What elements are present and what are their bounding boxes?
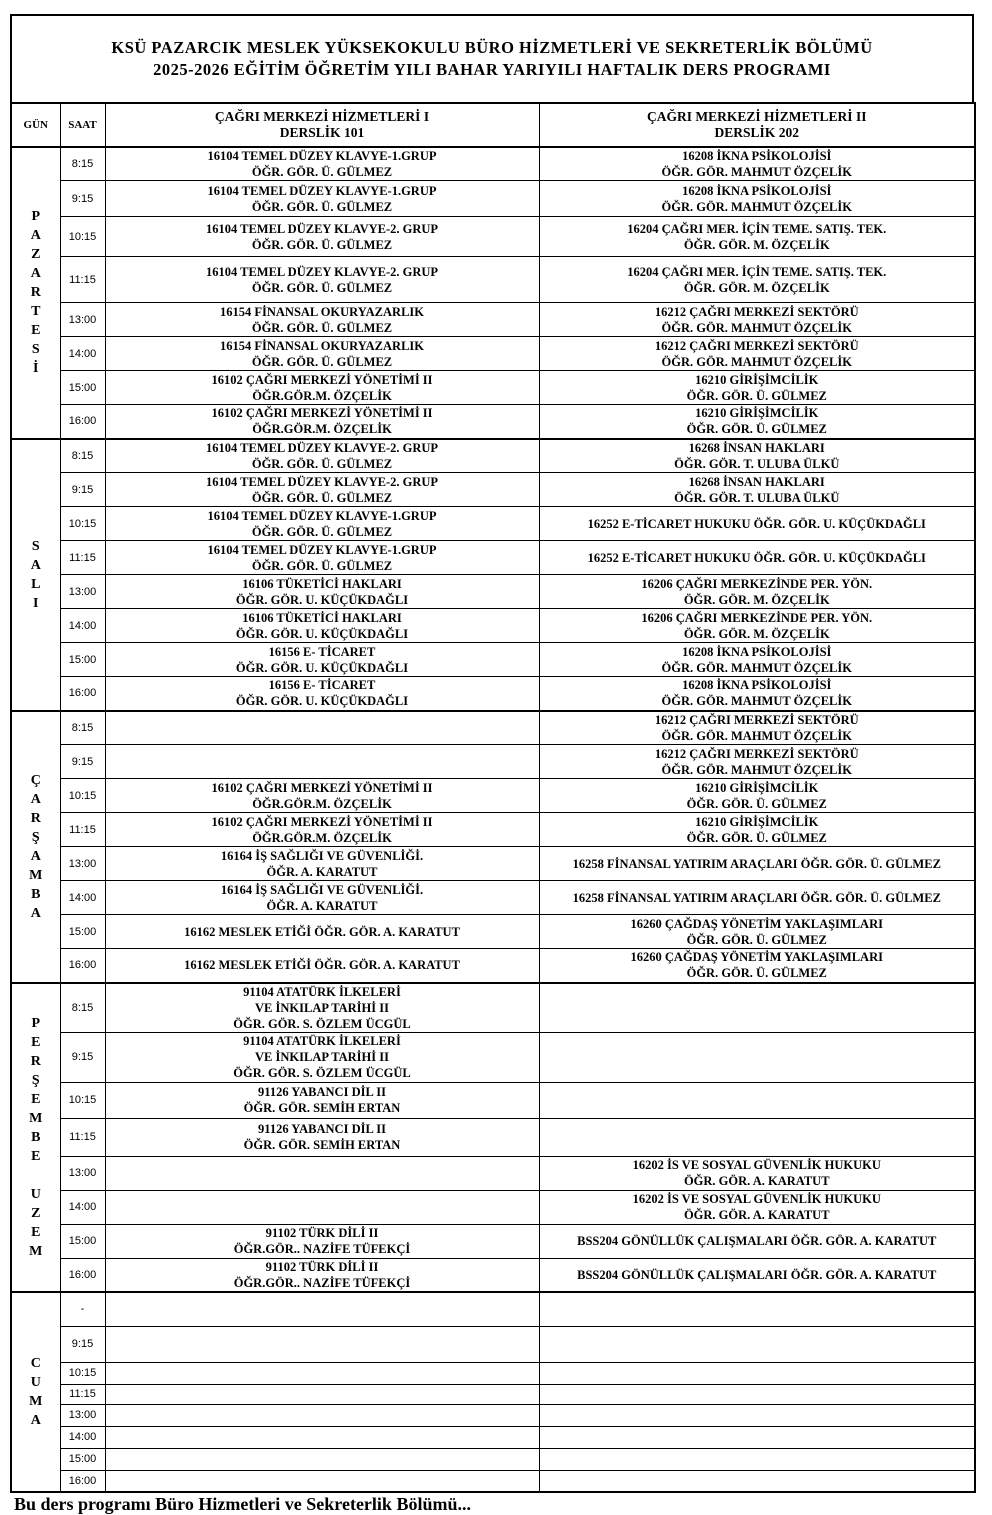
schedule-sheet: [10, 14, 974, 1493]
time-cell: 15:00: [60, 643, 105, 677]
course-cell-class-1: [105, 1326, 539, 1362]
schedule-row: [11, 1156, 975, 1190]
day-letter: I: [33, 595, 39, 611]
title-line-2: 2025-2026 EĞİTİM ÖĞRETİM YILI BAHAR YARIYILI HAFTALIK DERS PROGRAMI: [153, 60, 831, 79]
course-cell-class-1: 16104 TEMEL DÜZEY KLAVYE-2. GRUP ÖĞR. GÖR. Ü. GÜLMEZ: [105, 257, 539, 303]
course-cell-class-1: [105, 1190, 539, 1224]
course-cell-class-1: 91102 TÜRK DİLİ II ÖĞR.GÖR.. NAZİFE TÜFEKÇİ: [105, 1258, 539, 1292]
course-cell-class-1: 16162 MESLEK ETİĞİ ÖĞR. GÖR. A. KARATUT: [105, 949, 539, 983]
time-cell: 13:00: [60, 303, 105, 337]
course-cell-class-1: 16104 TEMEL DÜZEY KLAVYE-1.GRUP ÖĞR. GÖR. Ü. GÜLMEZ: [105, 181, 539, 217]
day-letter: S: [31, 342, 40, 358]
day-letter: Ş: [31, 829, 40, 845]
course-cell-class-2: 16202 İS VE SOSYAL GÜVENLİK HUKUKU ÖĞR. GÖR. A. KARATUT: [539, 1190, 975, 1224]
time-cell: 14:00: [60, 609, 105, 643]
schedule-row: [11, 881, 975, 915]
day-letter: [12, 1166, 60, 1185]
schedule-row: [11, 1082, 975, 1118]
day-letter: A: [30, 266, 41, 282]
time-cell: 16:00: [60, 1258, 105, 1292]
schedule-body: [11, 147, 975, 1492]
course-cell-class-2: [539, 1470, 975, 1492]
day-letter: M: [29, 867, 43, 883]
course-cell-class-2: 16252 E-TİCARET HUKUKU ÖĞR. GÖR. U. KÜÇÜKDAĞLI: [539, 507, 975, 541]
time-cell: 11:15: [60, 1384, 105, 1404]
course-cell-class-1: 16104 TEMEL DÜZEY KLAVYE-2. GRUP ÖĞR. GÖR. Ü. GÜLMEZ: [105, 473, 539, 507]
day-letter: İ: [33, 361, 39, 377]
course-cell-class-2: 16210 GİRİŞİMCİLİK ÖĞR. GÖR. Ü. GÜLMEZ: [539, 813, 975, 847]
schedule-row: [11, 1426, 975, 1448]
time-cell: -: [60, 1292, 105, 1326]
day-letter: C: [30, 1356, 41, 1371]
header-class-1: [105, 103, 539, 147]
course-cell-class-1: [105, 1470, 539, 1492]
schedule-row: [11, 337, 975, 371]
course-cell-class-2: [539, 1032, 975, 1082]
course-cell-class-2: 16212 ÇAĞRI MERKEZİ SEKTÖRÜ ÖĞR. GÖR. MAHMUT ÖZÇELİK: [539, 711, 975, 745]
day-label-sali: [11, 439, 60, 711]
schedule-row: [11, 1032, 975, 1082]
course-cell-class-1: 91126 YABANCI DİL II ÖĞR. GÖR. SEMİH ERTAN: [105, 1118, 539, 1156]
time-cell: 13:00: [60, 575, 105, 609]
course-cell-class-2: 16258 FİNANSAL YATIRIM ARAÇLARI ÖĞR. GÖR. Ü. GÜLMEZ: [539, 881, 975, 915]
course-cell-class-2: 16210 GİRİŞİMCİLİK ÖĞR. GÖR. Ü. GÜLMEZ: [539, 371, 975, 405]
day-letter: E: [31, 323, 41, 339]
course-cell-class-1: 16102 ÇAĞRI MERKEZİ YÖNETİMİ II ÖĞR.GÖR.M. ÖZÇELİK: [105, 371, 539, 405]
schedule-row: [11, 847, 975, 881]
time-cell: 14:00: [60, 1426, 105, 1448]
course-cell-class-2: 16210 GİRİŞİMCİLİK ÖĞR. GÖR. Ü. GÜLMEZ: [539, 779, 975, 813]
course-cell-class-2: 16208 İKNA PSİKOLOJİSİ ÖĞR. GÖR. MAHMUT ÖZÇELİK: [539, 677, 975, 711]
course-cell-class-1: 16154 FİNANSAL OKURYAZARLIK ÖĞR. GÖR. Ü. GÜLMEZ: [105, 303, 539, 337]
day-letter: A: [30, 905, 41, 921]
time-cell: 13:00: [60, 1404, 105, 1426]
course-cell-class-2: [539, 1404, 975, 1426]
header-class-2-room: DERSLİK 202: [714, 125, 799, 140]
course-cell-class-2: 16206 ÇAĞRI MERKEZİNDE PER. YÖN. ÖĞR. GÖR. M. ÖZÇELİK: [539, 575, 975, 609]
header-saat: SAAT: [60, 103, 105, 147]
day-label-pazartesi: [11, 147, 60, 439]
header-class-2: [539, 103, 975, 147]
course-cell-class-2: BSS204 GÖNÜLLÜK ÇALIŞMALARI ÖĞR. GÖR. A. KARATUT: [539, 1224, 975, 1258]
schedule-row: [11, 1470, 975, 1492]
course-cell-class-1: 16106 TÜKETİCİ HAKLARI ÖĞR. GÖR. U. KÜÇÜKDAĞLI: [105, 575, 539, 609]
course-cell-class-2: 16212 ÇAĞRI MERKEZİ SEKTÖRÜ ÖĞR. GÖR. MAHMUT ÖZÇELİK: [539, 337, 975, 371]
time-cell: 16:00: [60, 405, 105, 439]
course-cell-class-2: [539, 1448, 975, 1470]
time-cell: 10:15: [60, 217, 105, 257]
course-cell-class-1: 16102 ÇAĞRI MERKEZİ YÖNETİMİ II ÖĞR.GÖR.M. ÖZÇELİK: [105, 405, 539, 439]
course-cell-class-1: [105, 745, 539, 779]
schedule-row: [11, 949, 975, 983]
schedule-row: [11, 1404, 975, 1426]
course-cell-class-2: 16204 ÇAĞRI MER. İÇİN TEME. SATIŞ. TEK. ÖĞR. GÖR. M. ÖZÇELİK: [539, 217, 975, 257]
day-letter: R: [30, 1053, 41, 1069]
course-cell-class-2: [539, 1118, 975, 1156]
course-cell-class-1: 16154 FİNANSAL OKURYAZARLIK ÖĞR. GÖR. Ü. GÜLMEZ: [105, 337, 539, 371]
schedule-row: [11, 575, 975, 609]
schedule-row: [11, 147, 975, 181]
schedule-row: [11, 257, 975, 303]
header-row: [11, 103, 975, 147]
course-cell-class-2: [539, 983, 975, 1033]
time-cell: 14:00: [60, 1190, 105, 1224]
time-cell: 11:15: [60, 541, 105, 575]
course-cell-class-2: 16208 İKNA PSİKOLOJİSİ ÖĞR. GÖR. MAHMUT ÖZÇELİK: [539, 643, 975, 677]
footer-note: Bu ders programı Büro Hizmetleri ve Sekreterlik Bölümü...: [14, 1494, 471, 1514]
schedule-row: [11, 439, 975, 473]
course-cell-class-1: 16164 İŞ SAĞLIĞI VE GÜVENLİĞİ. ÖĞR. A. KARATUT: [105, 881, 539, 915]
schedule-row: [11, 1292, 975, 1326]
day-letter: Ç: [30, 772, 41, 788]
schedule-row: [11, 711, 975, 745]
time-cell: 9:15: [60, 1326, 105, 1362]
time-cell: 16:00: [60, 1470, 105, 1492]
course-cell-class-2: [539, 1292, 975, 1326]
day-letter: A: [30, 1413, 41, 1428]
time-cell: 8:15: [60, 711, 105, 745]
schedule-row: [11, 541, 975, 575]
time-cell: 15:00: [60, 1448, 105, 1470]
time-cell: 9:15: [60, 1032, 105, 1082]
course-cell-class-2: [539, 1362, 975, 1384]
course-cell-class-1: [105, 1384, 539, 1404]
course-cell-class-2: 16212 ÇAĞRI MERKEZİ SEKTÖRÜ ÖĞR. GÖR. MAHMUT ÖZÇELİK: [539, 745, 975, 779]
time-cell: 14:00: [60, 881, 105, 915]
time-cell: 9:15: [60, 181, 105, 217]
day-letter: Z: [31, 1205, 41, 1221]
course-cell-class-2: [539, 1326, 975, 1362]
course-cell-class-1: [105, 1448, 539, 1470]
day-letter: U: [30, 1186, 41, 1202]
course-cell-class-2: [539, 1426, 975, 1448]
course-cell-class-1: 16104 TEMEL DÜZEY KLAVYE-1.GRUP ÖĞR. GÖR. Ü. GÜLMEZ: [105, 147, 539, 181]
course-cell-class-2: 16258 FİNANSAL YATIRIM ARAÇLARI ÖĞR. GÖR. Ü. GÜLMEZ: [539, 847, 975, 881]
day-letter: R: [30, 285, 41, 301]
day-letter: L: [31, 576, 41, 592]
course-cell-class-1: 16156 E- TİCARET ÖĞR. GÖR. U. KÜÇÜKDAĞLI: [105, 677, 539, 711]
course-cell-class-1: 16106 TÜKETİCİ HAKLARI ÖĞR. GÖR. U. KÜÇÜKDAĞLI: [105, 609, 539, 643]
day-letter: P: [31, 1015, 41, 1031]
course-cell-class-2: [539, 1082, 975, 1118]
course-cell-class-1: 91126 YABANCI DİL II ÖĞR. GÖR. SEMİH ERTAN: [105, 1082, 539, 1118]
time-cell: 13:00: [60, 1156, 105, 1190]
day-letter: E: [31, 1148, 41, 1164]
day-letter: S: [31, 538, 40, 554]
course-cell-class-1: [105, 1404, 539, 1426]
course-cell-class-1: 91102 TÜRK DİLİ II ÖĞR.GÖR.. NAZİFE TÜFEKÇİ: [105, 1224, 539, 1258]
schedule-row: [11, 1448, 975, 1470]
schedule-table: [10, 102, 976, 1493]
header-class-2-name: ÇAĞRI MERKEZİ HİZMETLERİ II: [647, 109, 867, 124]
time-cell: 14:00: [60, 337, 105, 371]
day-letter: E: [31, 1034, 41, 1050]
course-cell-class-1: [105, 1292, 539, 1326]
course-cell-class-2: 16260 ÇAĞDAŞ YÖNETİM YAKLAŞIMLARI ÖĞR. GÖR. Ü. GÜLMEZ: [539, 915, 975, 949]
day-letter: B: [31, 1129, 41, 1145]
course-cell-class-2: [539, 1384, 975, 1404]
header-class-1-room: DERSLİK 101: [279, 125, 365, 140]
time-cell: 13:00: [60, 847, 105, 881]
day-letter: B: [31, 886, 41, 902]
schedule-row: [11, 1258, 975, 1292]
course-cell-class-1: 16164 İŞ SAĞLIĞI VE GÜVENLİĞİ. ÖĞR. A. KARATUT: [105, 847, 539, 881]
day-letter: M: [29, 1110, 43, 1126]
time-cell: 8:15: [60, 439, 105, 473]
schedule-row: [11, 779, 975, 813]
time-cell: 9:15: [60, 473, 105, 507]
course-cell-class-2: BSS204 GÖNÜLLÜK ÇALIŞMALARI ÖĞR. GÖR. A. KARATUT: [539, 1258, 975, 1292]
course-cell-class-2: 16202 İS VE SOSYAL GÜVENLİK HUKUKU ÖĞR. GÖR. A. KARATUT: [539, 1156, 975, 1190]
day-letter: M: [29, 1243, 43, 1259]
course-cell-class-1: 16162 MESLEK ETİĞİ ÖĞR. GÖR. A. KARATUT: [105, 915, 539, 949]
day-letter: A: [30, 228, 41, 244]
time-cell: 10:15: [60, 507, 105, 541]
course-cell-class-1: 16102 ÇAĞRI MERKEZİ YÖNETİMİ II ÖĞR.GÖR.M. ÖZÇELİK: [105, 813, 539, 847]
course-cell-class-2: 16268 İNSAN HAKLARI ÖĞR. GÖR. T. ULUBA ÜLKÜ: [539, 439, 975, 473]
course-cell-class-1: 16104 TEMEL DÜZEY KLAVYE-2. GRUP ÖĞR. GÖR. Ü. GÜLMEZ: [105, 439, 539, 473]
course-cell-class-1: [105, 1362, 539, 1384]
course-cell-class-1: [105, 1156, 539, 1190]
course-cell-class-1: 16104 TEMEL DÜZEY KLAVYE-1.GRUP ÖĞR. GÖR. Ü. GÜLMEZ: [105, 507, 539, 541]
schedule-row: [11, 1224, 975, 1258]
schedule-row: [11, 1384, 975, 1404]
day-letter: A: [30, 791, 41, 807]
course-cell-class-2: 16252 E-TİCARET HUKUKU ÖĞR. GÖR. U. KÜÇÜKDAĞLI: [539, 541, 975, 575]
course-cell-class-1: 16104 TEMEL DÜZEY KLAVYE-1.GRUP ÖĞR. GÖR. Ü. GÜLMEZ: [105, 541, 539, 575]
time-cell: 10:15: [60, 1082, 105, 1118]
course-cell-class-2: 16204 ÇAĞRI MER. İÇİN TEME. SATIŞ. TEK. ÖĞR. GÖR. M. ÖZÇELİK: [539, 257, 975, 303]
schedule-row: [11, 303, 975, 337]
time-cell: 8:15: [60, 147, 105, 181]
schedule-title: [10, 14, 974, 102]
day-letter: M: [29, 1394, 43, 1409]
course-cell-class-1: [105, 1426, 539, 1448]
course-cell-class-1: 16104 TEMEL DÜZEY KLAVYE-2. GRUP ÖĞR. GÖR. Ü. GÜLMEZ: [105, 217, 539, 257]
schedule-row: [11, 1190, 975, 1224]
day-letter: T: [31, 304, 41, 320]
course-cell-class-2: 16208 İKNA PSİKOLOJİSİ ÖĞR. GÖR. MAHMUT ÖZÇELİK: [539, 147, 975, 181]
time-cell: 11:15: [60, 1118, 105, 1156]
header-gun: GÜN: [11, 103, 60, 147]
schedule-row: [11, 181, 975, 217]
time-cell: 10:15: [60, 1362, 105, 1384]
schedule-row: [11, 371, 975, 405]
time-cell: 11:15: [60, 257, 105, 303]
course-cell-class-2: 16212 ÇAĞRI MERKEZİ SEKTÖRÜ ÖĞR. GÖR. MAHMUT ÖZÇELİK: [539, 303, 975, 337]
course-cell-class-2: 16260 ÇAĞDAŞ YÖNETİM YAKLAŞIMLARI ÖĞR. GÖR. Ü. GÜLMEZ: [539, 949, 975, 983]
schedule-row: [11, 1118, 975, 1156]
time-cell: 8:15: [60, 983, 105, 1033]
schedule-row: [11, 983, 975, 1033]
course-cell-class-1: 91104 ATATÜRK İLKELERİ VE İNKILAP TARİHİ II ÖĞR. GÖR. S. ÖZLEM ÜCGÜL: [105, 1032, 539, 1082]
schedule-row: [11, 677, 975, 711]
course-cell-class-2: 16208 İKNA PSİKOLOJİSİ ÖĞR. GÖR. MAHMUT ÖZÇELİK: [539, 181, 975, 217]
day-letter: A: [30, 557, 41, 573]
day-label-persembe: [11, 983, 60, 1293]
schedule-row: [11, 915, 975, 949]
day-label-carsamba: [11, 711, 60, 983]
day-letter: P: [31, 209, 41, 225]
schedule-row: [11, 507, 975, 541]
schedule-row: [11, 217, 975, 257]
schedule-row: [11, 609, 975, 643]
day-label-cuma: [11, 1292, 60, 1492]
time-cell: 16:00: [60, 677, 105, 711]
time-cell: 15:00: [60, 371, 105, 405]
day-letter: E: [31, 1091, 41, 1107]
time-cell: 16:00: [60, 949, 105, 983]
day-letter: R: [30, 810, 41, 826]
schedule-row: [11, 1326, 975, 1362]
course-cell-class-1: [105, 711, 539, 745]
time-cell: 9:15: [60, 745, 105, 779]
course-cell-class-1: 91104 ATATÜRK İLKELERİ VE İNKILAP TARİHİ II ÖĞR. GÖR. S. ÖZLEM ÜCGÜL: [105, 983, 539, 1033]
day-letter: A: [30, 848, 41, 864]
day-letter: Z: [31, 247, 41, 263]
header-class-1-name: ÇAĞRI MERKEZİ HİZMETLERİ I: [214, 109, 430, 124]
course-cell-class-2: 16268 İNSAN HAKLARI ÖĞR. GÖR. T. ULUBA ÜLKÜ: [539, 473, 975, 507]
course-cell-class-2: 16210 GİRİŞİMCİLİK ÖĞR. GÖR. Ü. GÜLMEZ: [539, 405, 975, 439]
day-letter: E: [31, 1224, 41, 1240]
course-cell-class-1: 16102 ÇAĞRI MERKEZİ YÖNETİMİ II ÖĞR.GÖR.M. ÖZÇELİK: [105, 779, 539, 813]
course-cell-class-1: 16156 E- TİCARET ÖĞR. GÖR. U. KÜÇÜKDAĞLI: [105, 643, 539, 677]
schedule-row: [11, 745, 975, 779]
day-letter: Ş: [31, 1072, 40, 1088]
schedule-row: [11, 473, 975, 507]
schedule-row: [11, 643, 975, 677]
day-letter: U: [30, 1375, 41, 1390]
time-cell: 15:00: [60, 915, 105, 949]
schedule-row: [11, 1362, 975, 1384]
title-line-1: KSÜ PAZARCIK MESLEK YÜKSEKOKULU BÜRO HİZMETLERİ VE SEKRETERLİK BÖLÜMÜ: [111, 38, 873, 57]
time-cell: 11:15: [60, 813, 105, 847]
time-cell: 15:00: [60, 1224, 105, 1258]
course-cell-class-2: 16206 ÇAĞRI MERKEZİNDE PER. YÖN. ÖĞR. GÖR. M. ÖZÇELİK: [539, 609, 975, 643]
time-cell: 10:15: [60, 779, 105, 813]
schedule-row: [11, 405, 975, 439]
schedule-row: [11, 813, 975, 847]
